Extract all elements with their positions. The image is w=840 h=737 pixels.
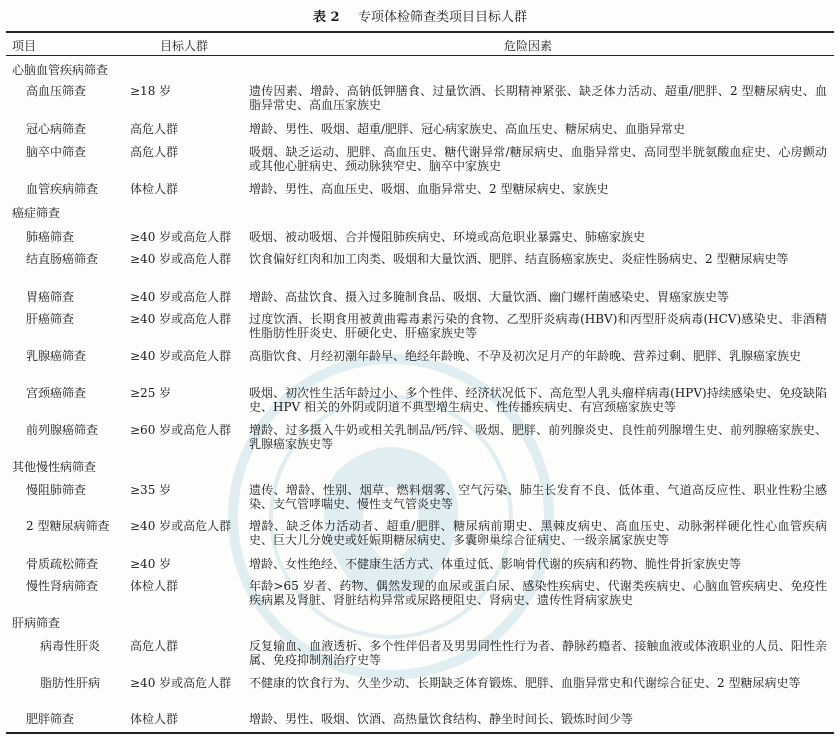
row-risk: 不健康的饮食行为、久坐少动、长期缺乏体育锻炼、肥胖、血脂异常史和代谢综合征史、2 型糖尿病史等 (249, 676, 801, 690)
row-risk: 遗传因素、增龄、高钠低钾膳食、过量饮酒、长期精神紧张、缺乏体力活动、超重/肥胖、2 型糖尿病史、血脂异常史、高血压家族史 (249, 84, 827, 112)
row-risk: 吸烟、被动吸烟、合并慢阻肺疾病史、环境或高危职业暴露史、肺癌家族史 (249, 230, 646, 244)
row-item: 前列腺癌筛查 (26, 423, 99, 437)
table-number: 表 2 (312, 10, 340, 25)
row-risk: 增龄、男性、吸烟、超重/肥胖、冠心病家族史、高血压史、糖尿病史、血脂异常史 (249, 122, 686, 136)
table-caption (0, 6, 840, 25)
row-item: 肺癌筛查 (26, 230, 75, 244)
category-cardio: 心脑血管疾病筛查 (12, 63, 109, 77)
row-target: ≥40 岁或高危人群 (130, 312, 232, 326)
row-item: 胃癌筛查 (26, 290, 75, 304)
row-risk: 过度饮酒、长期食用被黄曲霉毒素污染的食物、乙型肝炎病毒(HBV)和丙型肝炎病毒(HCV)感染史、非酒精性脂肪性肝炎史、肝硬化史、肝癌家族史等 (249, 312, 827, 340)
row-risk: 增龄、男性、吸烟、饮酒、高热量饮食结构、静坐时间长、锻炼时间少等 (249, 712, 634, 726)
category-cancer: 癌症筛查 (12, 206, 61, 220)
row-item: 病毒性肝炎 (40, 639, 101, 653)
category-chronic: 其他慢性病筛查 (12, 460, 97, 474)
row-risk: 增龄、缺乏体力活动者、超重/肥胖、糖尿病前期史、黑棘皮病史、高血压史、动脉粥样硬化性心血管疾病史、巨大儿分娩史或妊娠期糖尿病史、多囊卵巢综合征病史、一级亲属家族史等 (249, 519, 827, 547)
row-risk: 吸烟、初次性生活年龄过小、多个性伴、经济状况低下、高危型人乳头瘤样病毒(HPV)持续感染史、免疫缺陷史、HPV 相关的外阴或阴道不典型增生病史、性传播疾病史、有宫颈癌家族史等 (249, 386, 827, 414)
row-item: 宫颈癌筛查 (26, 386, 87, 400)
header-risk: 危险因素 (504, 39, 553, 53)
header-rule (6, 55, 834, 56)
row-item: 肥胖筛查 (26, 712, 75, 726)
row-risk: 增龄、高盐饮食、摄入过多腌制食品、吸烟、大量饮酒、幽门螺杆菌感染史、胃癌家族史等 (249, 290, 730, 304)
row-item: 肝癌筛查 (26, 312, 75, 326)
row-target: ≥40 岁或高危人群 (130, 252, 232, 266)
row-target: 体检人群 (130, 712, 179, 726)
row-target: 高危人群 (130, 122, 179, 136)
row-risk: 年龄>65 岁者、药物、偶然发现的血尿或蛋白尿、感染性疾病史、代谢类疾病史、心脑血管疾病史、免疫性疾病累及肾脏、肾脏结构异常或尿路梗阻史、肾病史、遗传性肾病家族史 (249, 579, 827, 607)
row-item: 2 型糖尿病筛查 (26, 519, 110, 533)
row-item: 慢性肾病筛查 (26, 579, 99, 593)
header-item: 项目 (12, 39, 37, 53)
row-item: 结直肠癌筛查 (26, 252, 99, 266)
top-rule (6, 31, 834, 33)
row-item: 脑卒中筛查 (26, 145, 87, 159)
bottom-rule (6, 732, 834, 734)
row-item: 高血压筛查 (26, 84, 87, 98)
row-target: ≥40 岁或高危人群 (130, 676, 232, 690)
row-target: ≥40 岁或高危人群 (130, 519, 232, 533)
row-target: 高危人群 (130, 639, 179, 653)
header-target: 目标人群 (160, 39, 209, 53)
row-risk: 遗传、增龄、性别、烟草、燃料烟雾、空气污染、肺生长发育不良、低体重、气道高反应性、职业性粉尘感染、支气管哮喘史、慢性支气管炎史等 (249, 483, 827, 511)
row-risk: 增龄、男性、高血压史、吸烟、血脂异常史、2 型糖尿病史、家族史 (249, 182, 609, 196)
row-target: ≥40 岁或高危人群 (130, 290, 232, 304)
row-risk: 增龄、女性绝经、不健康生活方式、体重过低、影响骨代谢的疾病和药物、脆性骨折家族史等 (249, 557, 742, 571)
row-risk: 吸烟、缺乏运动、肥胖、高血压史、糖代谢异常/糖尿病史、血脂异常史、高同型半胱氨酸血症史、心房颤动或其他心脏病史、颈动脉狭窄史、脑卒中家族史 (249, 145, 827, 173)
row-target: ≥40 岁或高危人群 (130, 349, 232, 363)
row-risk: 高脂饮食、月经初潮年龄早、绝经年龄晚、不孕及初次足月产的年龄晚、营养过剩、肥胖、乳腺癌家族史 (249, 349, 802, 363)
row-target: ≥40 岁 (130, 557, 172, 571)
row-target: 体检人群 (130, 182, 179, 196)
row-item: 乳腺癌筛查 (26, 349, 87, 363)
row-risk: 反复输血、血液透析、多个性伴侣者及男男同性性行为者、静脉药瘾者、接触血液或体液职业的人员、阳性亲属、免疫抑制剂治疗史等 (249, 639, 827, 667)
row-target: ≥40 岁或高危人群 (130, 230, 232, 244)
category-liver: 肝病筛查 (12, 616, 61, 630)
table-title: 专项体检筛查类项目目标人群 (358, 10, 528, 25)
row-target: 体检人群 (130, 579, 179, 593)
row-item: 骨质疏松筛查 (26, 557, 99, 571)
row-target: ≥25 岁 (130, 386, 172, 400)
row-item: 冠心病筛查 (26, 122, 87, 136)
row-target: ≥35 岁 (130, 483, 172, 497)
row-item: 血管疾病筛查 (26, 182, 99, 196)
row-target: ≥60 岁或高危人群 (130, 423, 232, 437)
row-target: 高危人群 (130, 145, 179, 159)
row-risk: 饮食偏好红肉和加工肉类、吸烟和大量饮酒、肥胖、结直肠癌家族史、炎症性肠病史、2 型糖尿病史等 (249, 252, 789, 266)
row-item: 脂肪性肝病 (40, 676, 101, 690)
row-risk: 增龄、过多摄入牛奶或相关乳制品/钙/锌、吸烟、肥胖、前列腺炎史、良性前列腺增生史、前列腺癌家族史、乳腺癌家族史等 (249, 423, 827, 451)
row-target: ≥18 岁 (130, 84, 172, 98)
row-item: 慢阻肺筛查 (26, 483, 87, 497)
